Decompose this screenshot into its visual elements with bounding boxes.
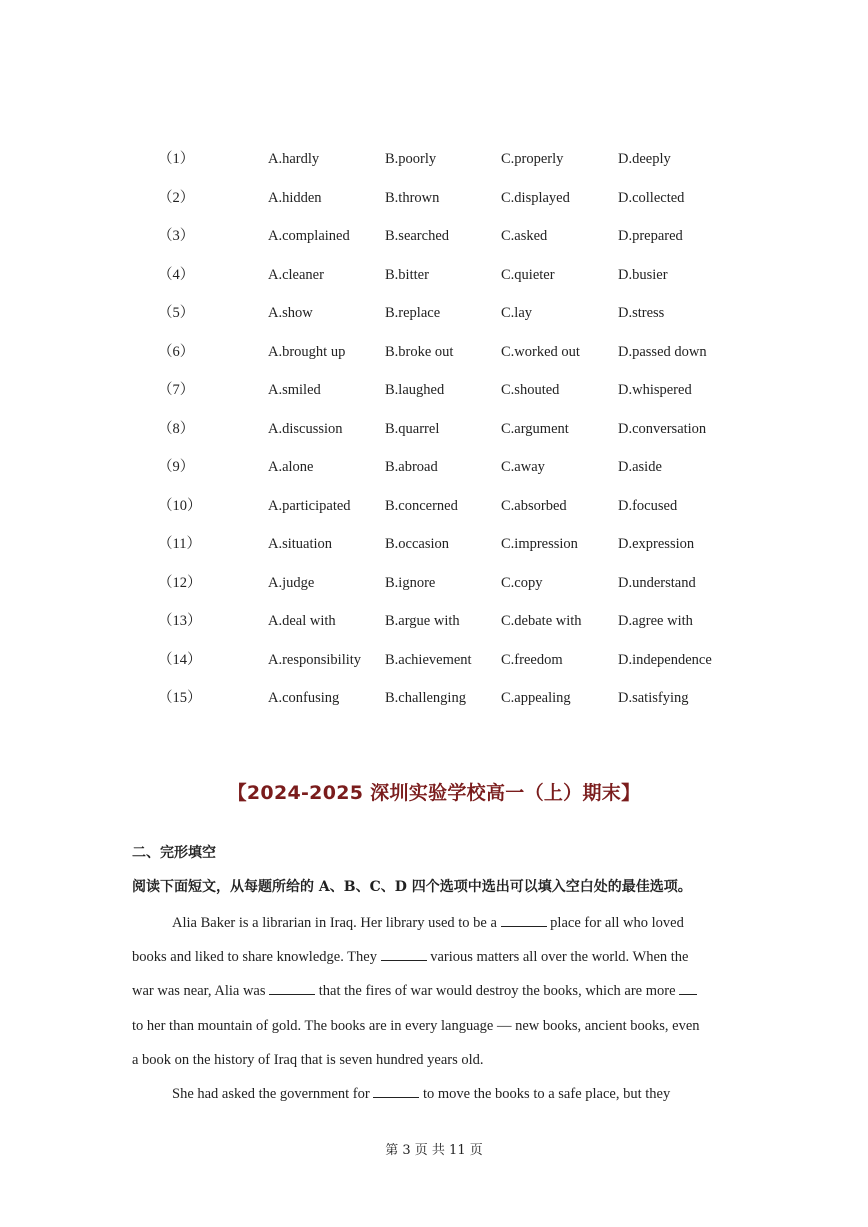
option-row bbox=[158, 339, 778, 378]
answer-blank bbox=[381, 946, 427, 961]
option-d: D.understand bbox=[618, 574, 696, 591]
passage-text: place for all who loved bbox=[546, 915, 684, 931]
answer-blank bbox=[679, 980, 697, 995]
option-d: D.stress bbox=[618, 305, 665, 321]
option-b: B.argue with bbox=[385, 613, 460, 629]
passage-text: books and liked to share knowledge. They bbox=[132, 949, 381, 966]
option-b: B.broke out bbox=[385, 343, 454, 360]
option-row bbox=[158, 185, 778, 224]
option-row bbox=[158, 531, 778, 570]
option-a: A.responsibility bbox=[268, 651, 362, 668]
passage-text: war was near, Alia was bbox=[132, 983, 270, 1000]
question-number: （9） bbox=[158, 459, 195, 475]
question-number: （5） bbox=[158, 305, 195, 321]
question-number: （6） bbox=[158, 343, 195, 360]
option-b: B.laughed bbox=[385, 382, 445, 398]
option-c: C.debate with bbox=[501, 613, 582, 629]
option-d: D.busier bbox=[618, 266, 668, 283]
option-d: D.whispered bbox=[618, 382, 692, 398]
option-row bbox=[158, 608, 778, 647]
option-row bbox=[158, 300, 778, 339]
option-a: A.hidden bbox=[268, 189, 322, 206]
passage-line bbox=[132, 1077, 740, 1111]
page-footer: 第 3 页 共 11 页 bbox=[385, 1143, 483, 1158]
cloze-passage bbox=[132, 906, 740, 1111]
answer-blank bbox=[373, 1083, 419, 1098]
option-d: D.independence bbox=[618, 651, 712, 668]
option-b: B.bitter bbox=[385, 266, 429, 283]
option-a: A.cleaner bbox=[268, 266, 324, 283]
passage-line bbox=[132, 974, 740, 1008]
option-d: D.focused bbox=[618, 497, 678, 514]
question-number: （3） bbox=[158, 228, 195, 244]
option-b: B.thrown bbox=[385, 189, 440, 206]
option-b: B.abroad bbox=[385, 459, 438, 475]
option-row bbox=[158, 647, 778, 686]
option-c: C.argument bbox=[501, 420, 569, 437]
question-number: （1） bbox=[158, 151, 195, 167]
option-d: D.agree with bbox=[618, 613, 693, 629]
option-a: A.alone bbox=[268, 459, 314, 475]
option-a: A.deal with bbox=[268, 613, 336, 629]
option-b: B.achievement bbox=[385, 651, 472, 668]
option-row bbox=[158, 416, 778, 455]
option-b: B.challenging bbox=[385, 690, 466, 706]
option-d: D.satisfying bbox=[618, 690, 689, 706]
option-row bbox=[158, 377, 778, 416]
option-row bbox=[158, 493, 778, 532]
option-b: B.poorly bbox=[385, 151, 437, 167]
option-d: D.deeply bbox=[618, 151, 671, 167]
question-number: （14） bbox=[158, 651, 202, 668]
section-title: 【2024-2025 深圳实验学校高一（上）期末】 bbox=[227, 782, 641, 804]
option-d: D.conversation bbox=[618, 420, 707, 437]
option-a: A.hardly bbox=[268, 151, 320, 167]
question-number: （10） bbox=[158, 497, 202, 514]
option-c: C.worked out bbox=[501, 343, 580, 360]
option-row bbox=[158, 262, 778, 301]
instruction-text: 阅读下面短文，从每题所给的 A、B、C、D 四个选项中选出可以填入空白处的最佳选项。 bbox=[132, 879, 692, 895]
question-number: （12） bbox=[158, 574, 202, 591]
answer-blank bbox=[501, 912, 547, 927]
option-c: C.away bbox=[501, 459, 545, 475]
question-number: （11） bbox=[158, 536, 201, 552]
passage-line bbox=[132, 906, 740, 940]
option-a: A.complained bbox=[268, 228, 350, 244]
option-c: C.shouted bbox=[501, 382, 560, 398]
option-a: A.show bbox=[268, 305, 313, 321]
question-number: （2） bbox=[158, 189, 195, 206]
option-row bbox=[158, 223, 778, 262]
options-table bbox=[158, 146, 778, 724]
passage-line: to her than mountain of gold. The books are in every language — new books, ancient books, even bbox=[132, 1017, 700, 1034]
option-c: C.absorbed bbox=[501, 497, 567, 514]
passage-line bbox=[132, 940, 740, 974]
option-c: C.displayed bbox=[501, 189, 570, 206]
option-a: A.confusing bbox=[268, 690, 340, 706]
option-b: B.occasion bbox=[385, 536, 450, 552]
question-heading: 二、完形填空 bbox=[132, 845, 216, 861]
question-number: （15） bbox=[158, 690, 202, 706]
option-a: A.discussion bbox=[268, 420, 343, 437]
option-a: A.participated bbox=[268, 497, 351, 514]
option-a: A.brought up bbox=[268, 343, 346, 360]
option-b: B.concerned bbox=[385, 497, 458, 514]
passage-text: She had asked the government for bbox=[172, 1086, 374, 1103]
option-d: D.passed down bbox=[618, 343, 707, 360]
option-d: D.expression bbox=[618, 536, 695, 552]
option-d: D.aside bbox=[618, 459, 662, 475]
option-a: A.judge bbox=[268, 574, 315, 591]
option-c: C.asked bbox=[501, 228, 548, 244]
option-a: A.situation bbox=[268, 536, 333, 552]
answer-blank bbox=[269, 980, 315, 995]
option-row bbox=[158, 570, 778, 609]
option-c: C.quieter bbox=[501, 266, 555, 283]
question-number: （8） bbox=[158, 420, 195, 437]
option-c: C.impression bbox=[501, 536, 578, 552]
option-c: C.appealing bbox=[501, 690, 571, 706]
option-a: A.smiled bbox=[268, 382, 321, 398]
option-b: B.replace bbox=[385, 305, 441, 321]
option-d: D.prepared bbox=[618, 228, 683, 244]
question-number: （7） bbox=[158, 382, 195, 398]
option-c: C.copy bbox=[501, 574, 543, 591]
option-b: B.searched bbox=[385, 228, 450, 244]
passage-text: Alia Baker is a librarian in Iraq. Her library used to be a bbox=[172, 915, 501, 931]
question-number: （4） bbox=[158, 266, 195, 283]
option-d: D.collected bbox=[618, 189, 685, 206]
option-c: C.properly bbox=[501, 151, 564, 167]
passage-text: to move the books to a safe place, but they bbox=[419, 1086, 671, 1103]
option-row bbox=[158, 146, 778, 185]
option-b: B.ignore bbox=[385, 574, 436, 591]
passage-text: various matters all over the world. When the bbox=[426, 949, 689, 966]
passage-line: a book on the history of Iraq that is seven hundred years old. bbox=[132, 1051, 484, 1068]
option-b: B.quarrel bbox=[385, 420, 440, 437]
question-number: （13） bbox=[158, 613, 202, 629]
option-row bbox=[158, 685, 778, 724]
option-row bbox=[158, 454, 778, 493]
option-c: C.freedom bbox=[501, 651, 563, 668]
passage-text: that the fires of war would destroy the books, which are more bbox=[315, 983, 680, 1000]
option-c: C.lay bbox=[501, 305, 533, 321]
